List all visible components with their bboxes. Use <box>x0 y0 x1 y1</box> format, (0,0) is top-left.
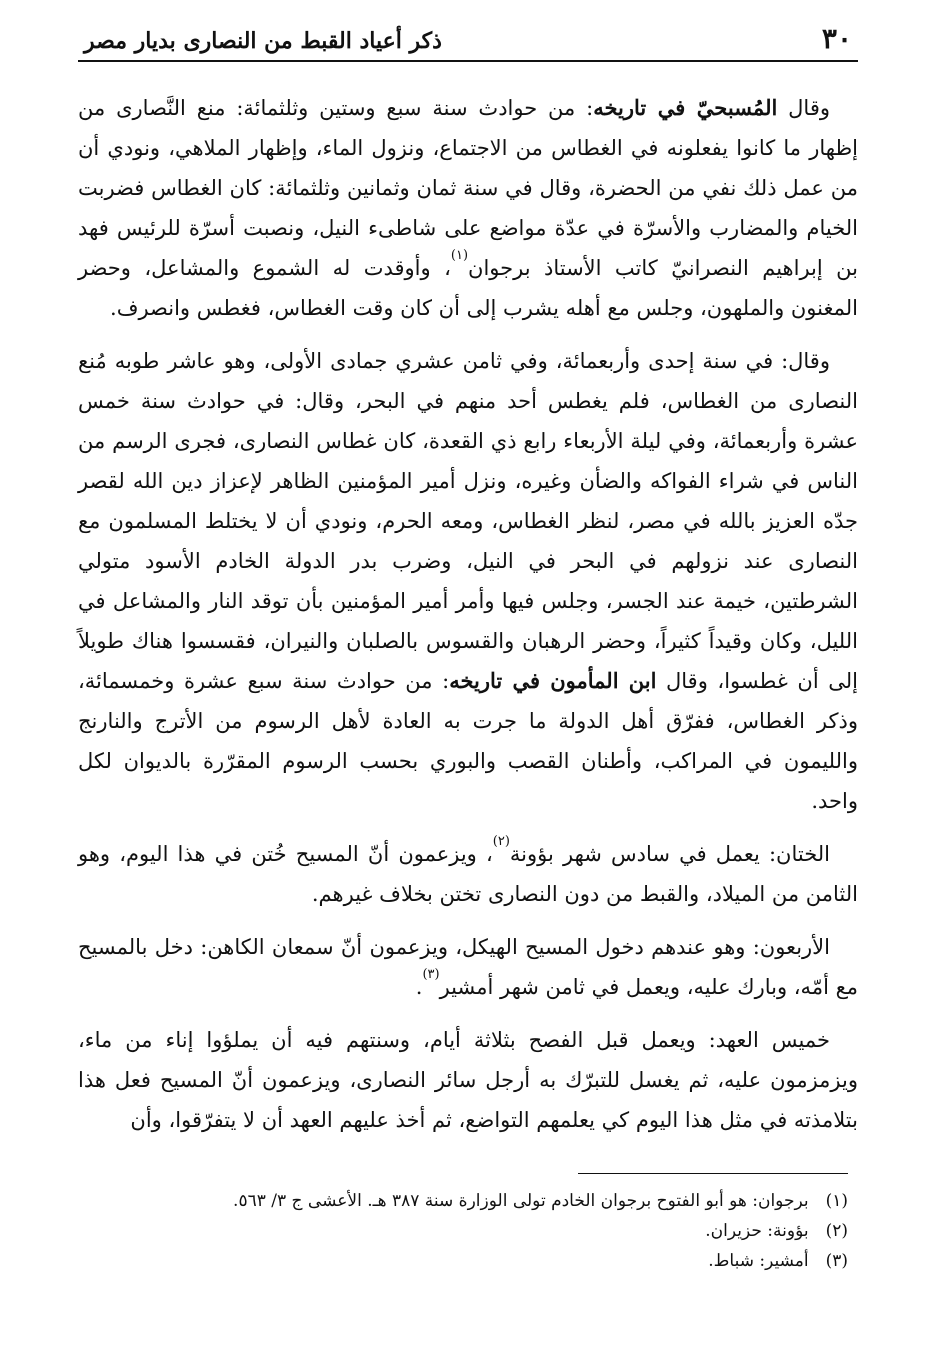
footnote-3 <box>78 1246 848 1276</box>
footnote-text: بؤونة: حزيران. <box>705 1221 809 1241</box>
footnote-rule <box>578 1173 848 1174</box>
paragraph-khitan <box>78 834 858 914</box>
running-header <box>78 16 858 56</box>
page-number: ٣٠ <box>821 22 852 55</box>
header-rule <box>78 60 858 62</box>
paragraph-text-continued: ، ويزعمون أنّ المسيح خُتن في هذا اليوم، وهو الثامن من الميلاد، والقبط من دون النصارى تختن بخلاف غيرهم. <box>78 842 858 906</box>
footnote-text: أمشير: شباط. <box>708 1251 809 1271</box>
footnotes <box>78 1186 848 1276</box>
footnote-reference-1[interactable]: (١) <box>450 248 469 263</box>
footnote-number: (٢) <box>825 1221 848 1241</box>
paragraph-text: خميس العهد: ويعمل قبل الفصح بثلاثة أيام، وسنتهم فيه أن يملؤوا إناء من ماء، ويزمزمون عليه، ثم يغسل للتبرّك به أرجل سائر النصارى، ويزعمون أنّ المسيح فعل هذا بتلامذته في مثل هذا اليوم كي يعلمهم التواضع، ثم أخذ عليهم العهد أن لا يتفرّقوا، وأن <box>78 1028 858 1132</box>
footnote-reference-3[interactable]: (٣) <box>422 967 440 982</box>
paragraph-ghitas <box>78 341 858 821</box>
source-citation: ابن المأمون في تاريخه <box>449 668 657 693</box>
footnote-1 <box>78 1186 848 1216</box>
paragraph-lead: وقال <box>777 96 831 120</box>
paragraph-text-continued: . <box>415 975 423 999</box>
main-text <box>78 88 859 1132</box>
paragraph-text-continued: : من حوادث سنة سبع عشرة وخمسمائة، وذكر الغطاس، ففرّق أهل الدولة ما جرت به العادة لأهل الرسوم من الأترج والنارنج والليمون في المراكب، وأطنان القصب والبوري بحسب الرسوم المقرّرة بالديوان لكل واحد. <box>78 669 858 813</box>
paragraph-text: : من حوادث سنة سبع وستين وثلثمائة: منع النَّصارى من إظهار ما كانوا يفعلونه في الغطاس من الاجتماع، ونزول الماء، وإظهار الملاهي، ونودي أن من عمل ذلك نفي من الحضرة، وقال في سنة ثمان وثمانين وثلثمائة: كان الغطاس فضربت الخيام والمضارب والأسرّة في عدّة مواضع على شاطىء النيل، ونصبت أسرّة للرئيس فهد بن إبراهيم النصرانيّ كاتب الأستاذ برجوان <box>78 96 859 280</box>
footnote-number: (٣) <box>825 1251 848 1271</box>
paragraph-text: وقال: في سنة إحدى وأربعمائة، وفي ثامن عشري جمادى الأولى، وهو عاشر طوبه مُنع النصارى من الغطاس، فلم يغطس أحد منهم في البحر، وقال: في حوادث سنة خمس عشرة وأربعمائة، وفي ليلة الأربعاء رابع ذي القعدة، كان غطاس النصارى، فجرى الرسم من الناس في شراء الفواكه والضأن وغيره، ونزل أمير المؤمنين الظاهر لإعزاز دين الله لقصر جدّه العزيز بالله في مصر، لنظر الغطاس، ومعه الحرم، ونودي أن لا يختلط المسلمون مع النصارى عند نزولهم في البحر في النيل، وضرب بدر الدولة الخادم الأسود متولي الشرطتين، خيمة عند الجسر، وجلس فيها وأمر أمير المؤمنين بأن توقد النار والمشاعل في الليل، وكان وقيداً كثيراً، وحضر الرهبان والقسوس بالصلبان والنيران، فقسسوا هناك طويلاً إلى أن غطسوا، وقال <box>78 349 859 693</box>
paragraph-arbaoun <box>78 927 858 1007</box>
footnote-2 <box>78 1216 848 1246</box>
paragraph-khamis-al-ahd <box>78 1020 858 1140</box>
source-citation: المُسبحيّ في تاريخه <box>593 95 778 120</box>
footnote-number: (١) <box>825 1191 848 1211</box>
footnote-text: برجوان: هو أبو الفتوح برجوان الخادم تولى الوزارة سنة ٣٨٧ هـ. الأعشى ج ٣/ ٥٦٣. <box>233 1191 809 1211</box>
paragraph-text: الختان: يعمل في سادس شهر بؤونة <box>509 842 830 866</box>
paragraph-musabbihi <box>78 88 858 328</box>
paragraph-text-continued: ، وأوقدت له الشموع والمشاعل، وحضر المغنون والملهون، وجلس مع أهله يشرب إلى أن كان وقت الغطاس، فغطس وانصرف. <box>78 256 858 320</box>
running-title: ذكر أعياد القبط من النصارى بديار مصر <box>84 28 442 54</box>
footnote-reference-2[interactable]: (٢) <box>492 834 510 849</box>
paragraph-text: الأربعون: وهو عندهم دخول المسيح الهيكل، ويزعمون أنّ سمعان الكاهن: دخل بالمسيح مع أمّه، وبارك عليه، ويعمل في ثامن شهر أمشير <box>78 935 858 999</box>
